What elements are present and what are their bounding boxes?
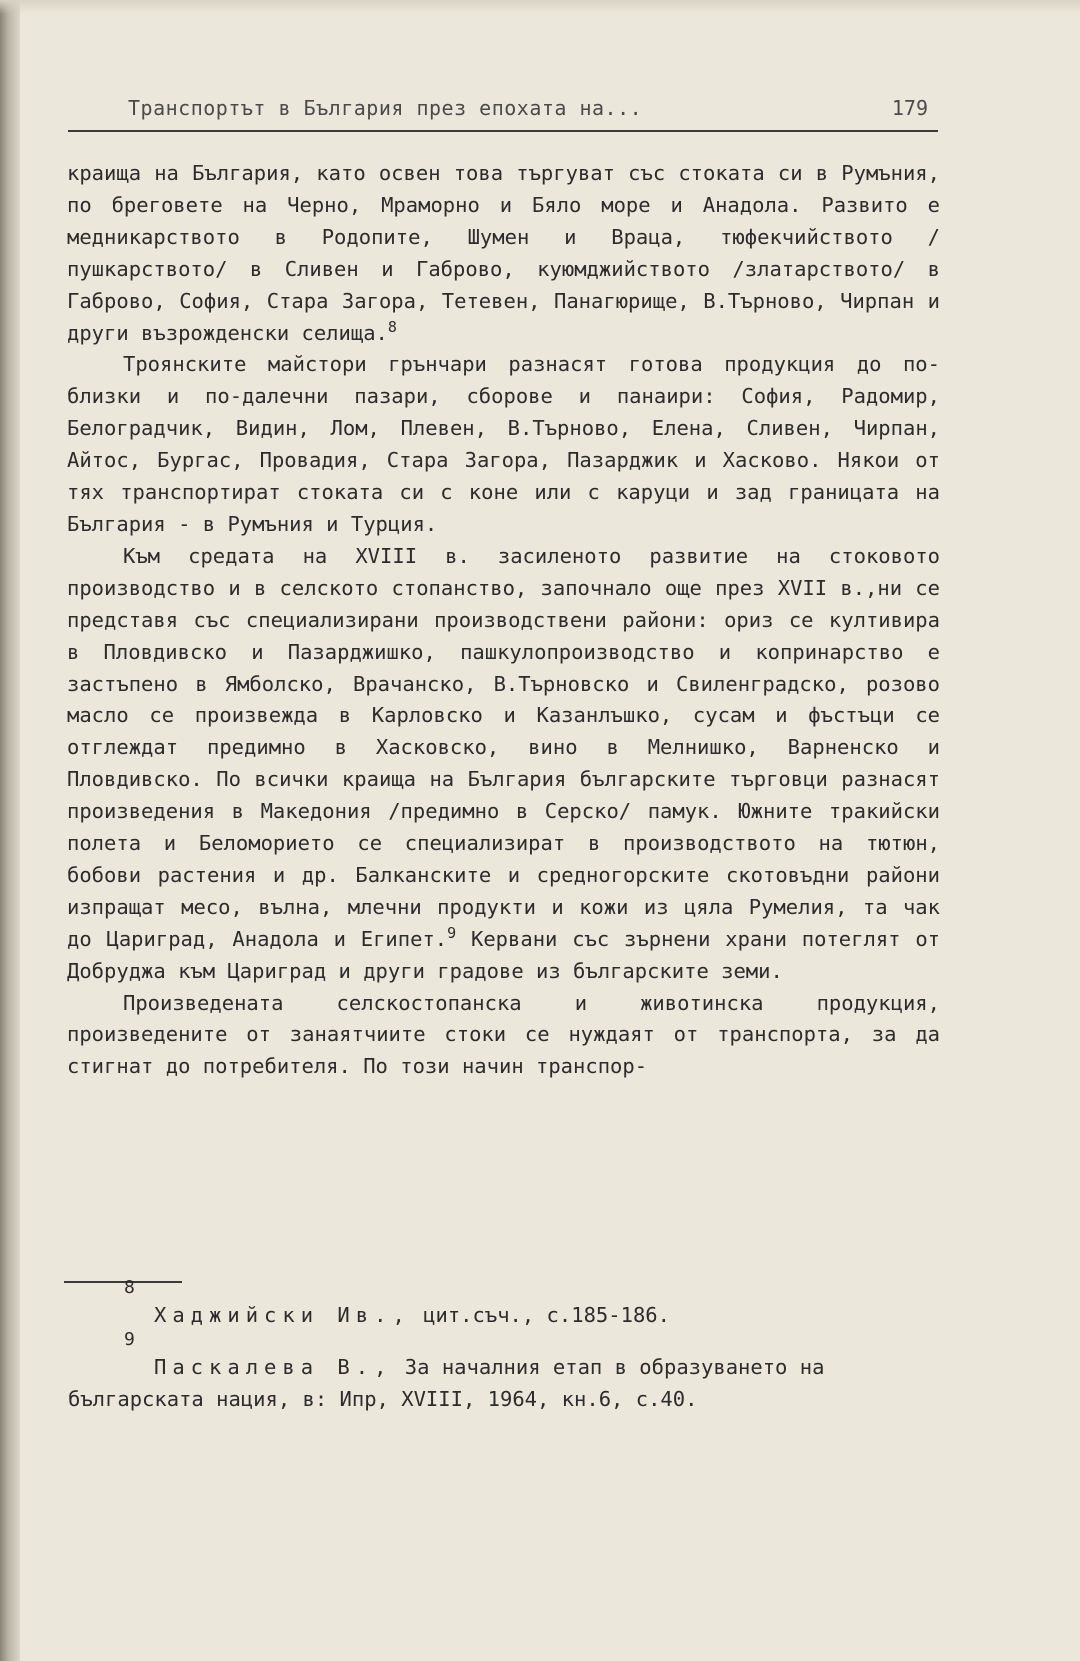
footnote-ref-8: 8 bbox=[387, 317, 397, 336]
footnote-separator bbox=[64, 1281, 182, 1283]
footnote-author: Паскалева В., bbox=[154, 1355, 393, 1379]
binding-edge bbox=[0, 0, 20, 1661]
body-text bbox=[67, 158, 940, 1083]
footnote-line bbox=[68, 1300, 940, 1332]
footnote-text: За началния етап в образуването на bbox=[404, 1355, 825, 1379]
paragraph-1 bbox=[67, 158, 940, 349]
paragraph-3-text: Към средата на XVIII в. засиленото развитие на стоковото производство и в селското стопанство, започнало още през XVII в.,ни се представя със специализирани производствени райони: ориз се култивира в Пловдивско и Пазарджишко, пашкулопроизводство и копринарство е застъпено в Ямболско, Врачанско, В.Търновско и Свиленградско, розово масло се произвежда в Карловско и Казанлъшко, сусам и фъстъци се отглеждат предимно в Хасковско, вино в Мелнишко, Варненско и Пловдивско. По всички краища на България българските търговци разнасят произведения в Македония /предимно в Серско/ памук. Южните тракийски полета и Беломорието се специализират в производството на тютюн, бобови растения и др. Балканските и средногорските скотовъдни райони изпращат месо, вълна, млечни продукти и кожи из цяла Румелия, та чак до Цариград, Анадола и Египет. bbox=[67, 543, 940, 951]
footnote-line bbox=[68, 1352, 940, 1384]
paragraph-1-text: краища на България, като освен това търгуват със стоката си в Румъния, по бреговете на Черно, Мраморно и Бяло море и Анадола. Развито е медникарството в Родопите, Шумен и Враца, тюфекчийството /пушкарството/ в Сливен и Габрово, куюмджийството /златарството/ в Габрово, София, Стара Загора, Тетевен, Панагюрище, В.Търново, Чирпан и други възрожденски селища. bbox=[67, 161, 940, 345]
footnote-number: 8 bbox=[124, 1277, 135, 1298]
page-number: 179 bbox=[891, 96, 928, 120]
footnote-8 bbox=[68, 1277, 940, 1332]
paragraph-3-cont: Кервани със зърнени храни потеглят от Добруджа към Цариград и други градове из българските земи. bbox=[67, 926, 941, 983]
footnote-author: Хаджийски Ив., bbox=[154, 1303, 411, 1327]
footnote-text: цит.съч., с.185-186. bbox=[423, 1303, 670, 1327]
paragraph-2: Троянските майстори грънчари разнасят готова продукция до по-близки и по-далечни пазари, сборове и панаири: София, Радомир, Белоградчик, Видин, Лом, Плевен, В.Търново, Елена, Сливен, Чирпан, Айтос, Бургас, Провадия, Стара Загора, Пазарджик и Хасково. Някои от тях транспортират стоката си с коне или с каруци и зад границата на България - в Румъния и Турция. bbox=[67, 352, 940, 536]
scan-shadow bbox=[0, 0, 1080, 14]
running-title: Транспортът в България през епохата на... bbox=[128, 96, 643, 120]
paragraph-3 bbox=[67, 541, 940, 988]
page-header bbox=[68, 96, 938, 132]
footnote-9 bbox=[68, 1329, 940, 1416]
footnote-ref-9: 9 bbox=[447, 923, 457, 942]
footnote-number: 9 bbox=[124, 1329, 135, 1350]
paragraph-4: Произведената селскостопанска и животинска продукция, произведените от занаятчиите стоки се нуждаят от транспорта, за да стигнат до потребителя. По този начин транспор- bbox=[67, 990, 940, 1079]
footnote-line-cont: българската нация, в: Ипр, XVIII, 1964, кн.6, с.40. bbox=[68, 1386, 698, 1411]
